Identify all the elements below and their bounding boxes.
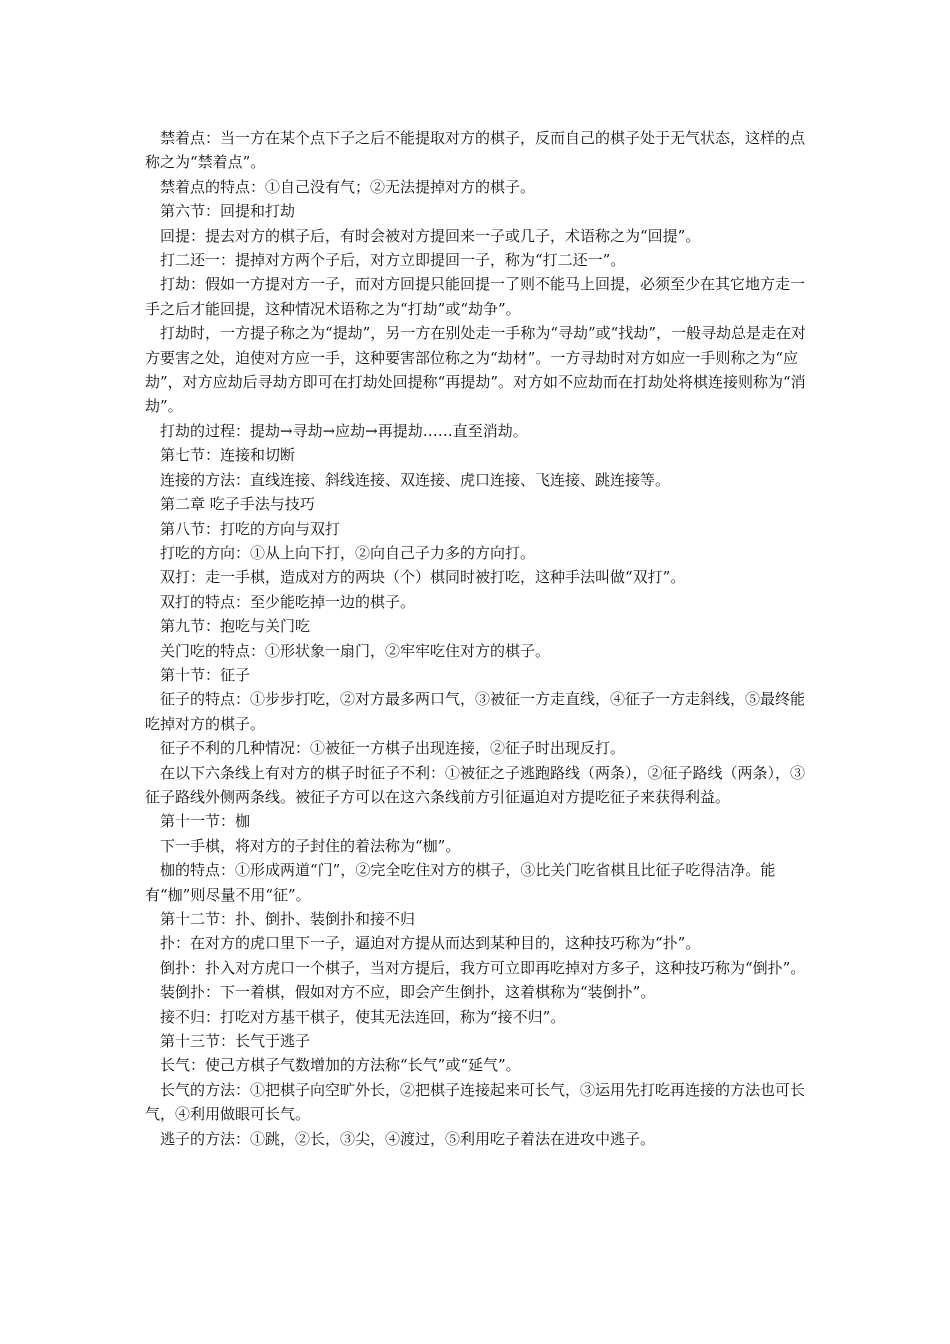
paragraph-ladder-features: 征子的特点：①步步打吃，②对方最多两口气，③被征一方走直线，④征子一方走斜线，⑤最终能吃掉对方的棋子。 (145, 690, 806, 733)
document-body (145, 126, 810, 1151)
section-heading-9: 第九节：抱吃与关门吃 (160, 617, 311, 636)
section-heading-11: 第十一节：枷 (160, 812, 251, 831)
paragraph-recapture: 回提：提去对方的棋子后，有时会被对方提回来一子或几子，术语称之为“回提”。 (160, 226, 701, 245)
paragraph-fake-snapback: 装倒扑：下一着棋，假如对方不应，即会产生倒扑，这着棋称为“装倒扑”。 (160, 983, 656, 1002)
section-heading-8: 第八节：打吃的方向与双打 (160, 519, 341, 538)
chapter-heading-2: 第二章 吃子手法与技巧 (160, 495, 315, 514)
paragraph-connection-methods: 连接的方法：直线连接、斜线连接、双连接、虎口连接、飞连接、跳连接等。 (160, 470, 671, 489)
paragraph-forbidden-point-features: 禁着点的特点：①自己没有气；②无法提掉对方的棋子。 (160, 177, 536, 196)
paragraph-ladder-six-lines: 在以下六条线上有对方的棋子时征子不利：①被征之子逃跑路线（两条），②征子路线（两条），③征子路线外侧两条线。被征子方可以在这六条线前方引征逼迫对方提吃征子来获得利益。 (145, 763, 806, 806)
paragraph-shortage-of-liberties: 接不归：打吃对方基干棋子，使其无法连回，称为“接不归”。 (160, 1007, 566, 1026)
section-heading-7: 第七节：连接和切断 (160, 446, 296, 465)
paragraph-extend-liberties: 长气：使己方棋子气数增加的方法称“长气”或“延气”。 (160, 1056, 521, 1075)
paragraph-extend-liberties-methods: 长气的方法：①把棋子向空旷外长，②把棋子连接起来可长气，③运用先打吃再连接的方法也可长气，④利用做眼可长气。 (145, 1080, 806, 1124)
section-heading-13: 第十三节：长气于逃子 (160, 1032, 311, 1051)
paragraph-door-capture-features: 关门吃的特点：①形状象一扇门，②牢牢吃住对方的棋子。 (160, 641, 551, 660)
paragraph-escape-methods: 逃子的方法：①跳，②长，③尖，④渡过，⑤利用吃子着法在进攻中逃子。 (160, 1129, 656, 1148)
section-heading-12: 第十二节：扑、倒扑、装倒扑和接不归 (160, 910, 416, 928)
paragraph-atari-direction: 打吃的方向：①从上向下打，②向自己子力多的方向打。 (160, 543, 536, 562)
paragraph-snapback: 打二还一：提掉对方两个子后，对方立即提回一子，称为“打二还一”。 (160, 251, 626, 270)
section-heading-10: 第十节：征子 (160, 665, 251, 684)
paragraph-ko-definition: 打劫：假如一方提对方一子，而对方回提只能回提一了则不能马上回提，必须至少在其它地方走一手之后才能回提，这种情况术语称之为“打劫”或“劫争”。 (145, 275, 806, 318)
paragraph-net-features: 枷的特点：①形成两道“门”，②完全吃住对方的棋子，③比关门吃省棋且比征子吃得洁净。能有“枷”则尽量不用“征”。 (145, 861, 776, 904)
paragraph-throw-in: 扑：在对方的虎口里下一子，逼迫对方提从而达到某种目的，这种技巧称为“扑”。 (160, 934, 701, 953)
paragraph-ko-terms: 打劫时，一方提子称之为“提劫”，另一方在别处走一手称为“寻劫”或“找劫”，一般寻劫总是走在对方要害之处，迫使对方应一手，这种要害部位称之为“劫材”。一方寻劫时对方如应一手则称之为“应劫”，对方应劫后寻劫方即可在打劫处回提称“再提劫”。对方如不应劫而在打劫处将棋连接则称为“消劫”。 (145, 324, 807, 416)
paragraph-ko-process: 打劫的过程：提劫→寻劫→应劫→再提劫……直至消劫。 (160, 421, 528, 440)
section-heading-6: 第六节：回提和打劫 (160, 202, 296, 221)
paragraph-snapback-throw-in: 倒扑：扑入对方虎口一个棋子，当对方提后，我方可立即再吃掉对方多子，这种技巧称为“倒扑”。 (160, 958, 806, 977)
paragraph-forbidden-point-definition: 禁着点：当一方在某个点下子之后不能提取对方的棋子，反而自己的棋子处于无气状态，这样的点称之为“禁着点”。 (145, 129, 806, 172)
paragraph-double-atari: 双打：走一手棋，造成对方的两块（个）棋同时被打吃，这种手法叫做“双打”。 (160, 568, 686, 587)
paragraph-ladder-unfavorable: 征子不利的几种情况：①被征一方棋子出现连接，②征子时出现反打。 (160, 739, 626, 758)
paragraph-net-definition: 下一手棋，将对方的子封住的着法称为“枷”。 (160, 836, 461, 855)
paragraph-double-atari-features: 双打的特点：至少能吃掉一边的棋子。 (160, 592, 416, 611)
